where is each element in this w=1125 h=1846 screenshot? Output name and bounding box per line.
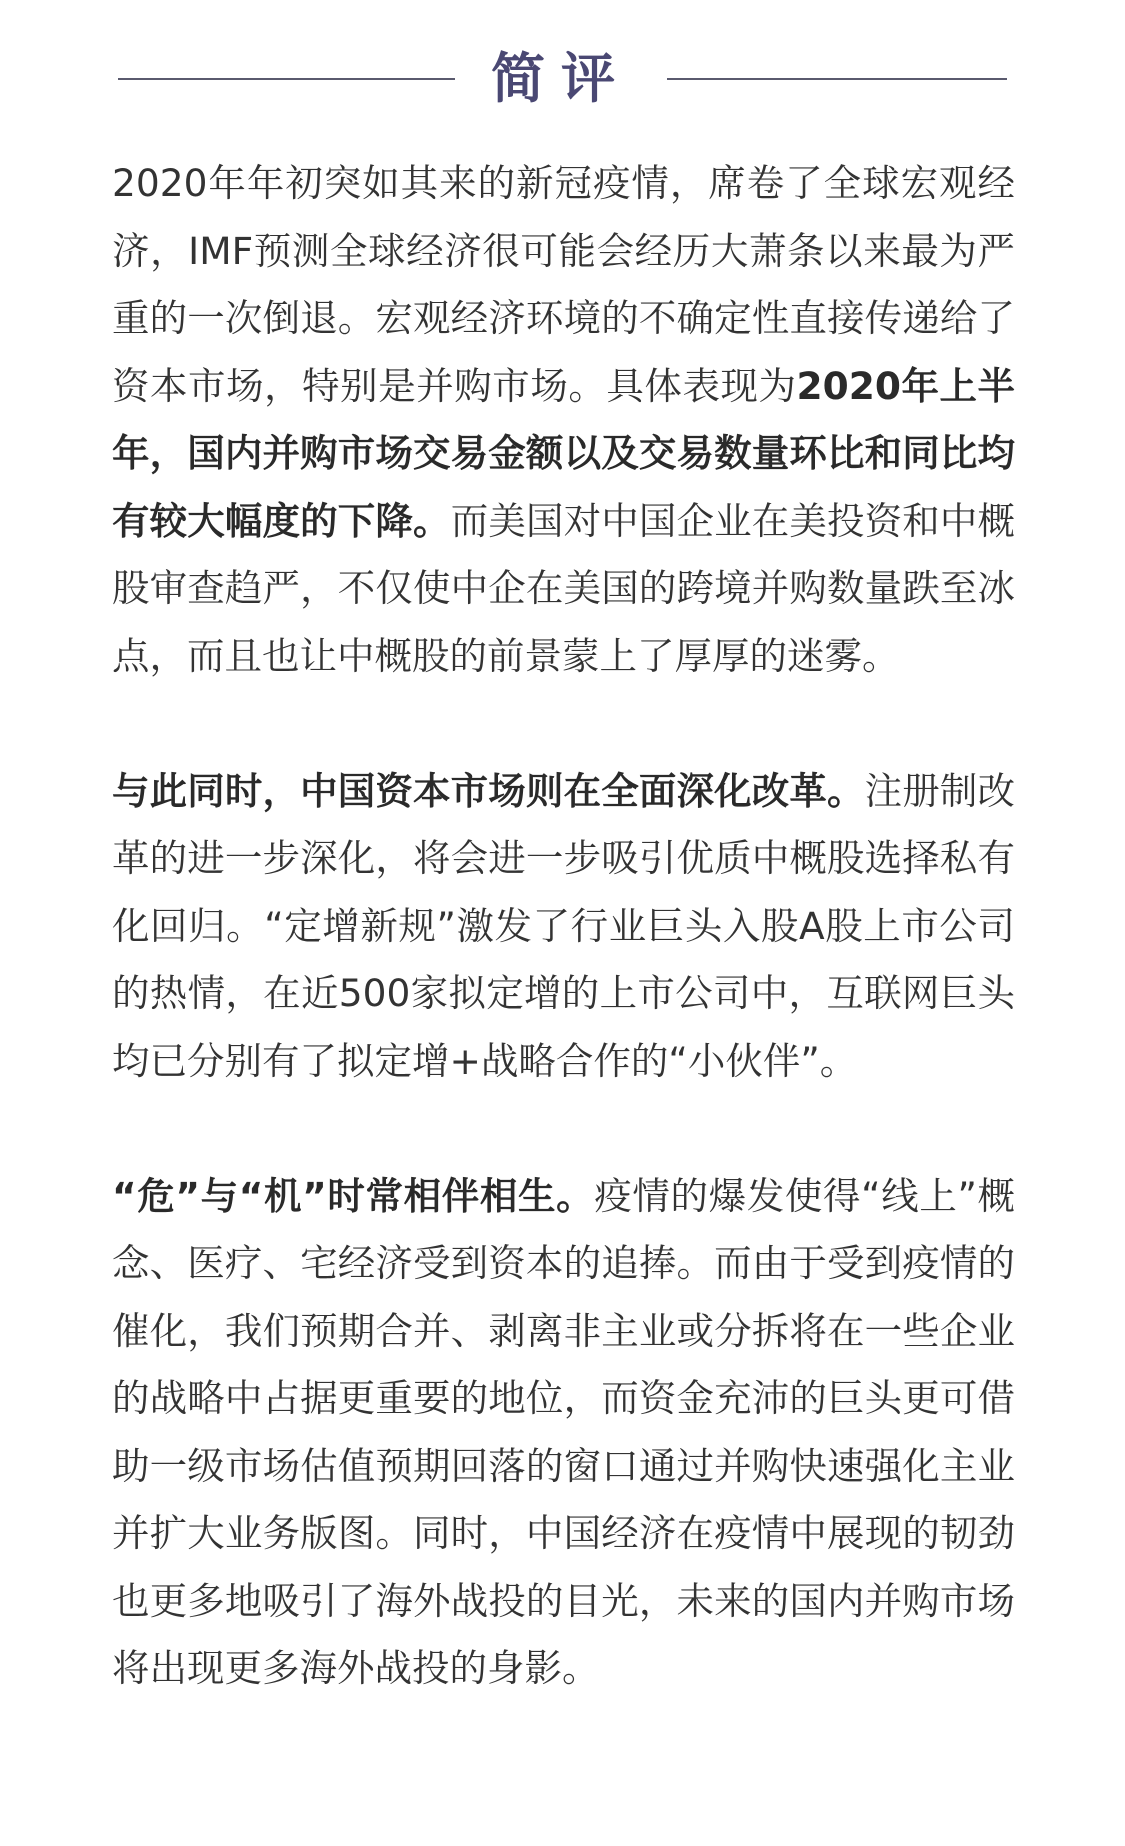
section-title: 简评 xyxy=(491,47,631,110)
paragraph-2-highlight: 与此同时，中国资本市场则在全面深化改革。 xyxy=(112,768,865,813)
section-header xyxy=(0,40,1125,120)
paragraph-1-text-continued: 而美国对中国企业在美投资和中概股审查趋严，不仅使中企在美国的跨境并购数量跌至冰点，而且也让中概股的前景蒙上了厚厚的迷雾。 xyxy=(112,498,1016,678)
article-body xyxy=(112,150,1015,1703)
header-divider-left xyxy=(118,78,455,80)
paragraph-3-text: 疫情的爆发使得“线上”概念、医疗、宅经济受到资本的追捧。而由于受到疫情的催化，我们预期合并、剥离非主业或分拆将在一些企业的战略中占据更重要的地位，而资金充沛的巨头更可借助一级市场估值预期回落的窗口通过并购快速强化主业并扩大业务版图。同时，中国经济在疫情中展现的韧劲也更多地吸引了海外战投的目光，未来的国内并购市场将出现更多海外战投的身影。 xyxy=(112,1173,1015,1690)
paragraph-1-highlight: 2020年上半年，国内并购市场交易金额以及交易数量环比和同比均有较大幅度的下降。 xyxy=(112,363,1016,543)
paragraph-2 xyxy=(112,758,1015,1096)
paragraph-1-text: 2020年年初突如其来的新冠疫情，席卷了全球宏观经济，IMF预测全球经济很可能会经历大萧条以来最为严重的一次倒退。宏观经济环境的不确定性直接传递给了资本市场，特别是并购市场。具体表现为 xyxy=(112,161,1015,408)
paragraph-2-text: 注册制改革的进一步深化，将会进一步吸引优质中概股选择私有化回归。“定增新规”激发了行业巨头入股A股上市公司的热情，在近500家拟定增的上市公司中，互联网巨头均已分别有了拟定增+战略合作的“小伙伴”。 xyxy=(112,768,1016,1083)
paragraph-1 xyxy=(112,150,1015,690)
header-divider-right xyxy=(667,78,1007,80)
paragraph-3 xyxy=(112,1163,1015,1703)
paragraph-3-highlight: “危”与“机”时常相伴相生。 xyxy=(112,1173,595,1218)
